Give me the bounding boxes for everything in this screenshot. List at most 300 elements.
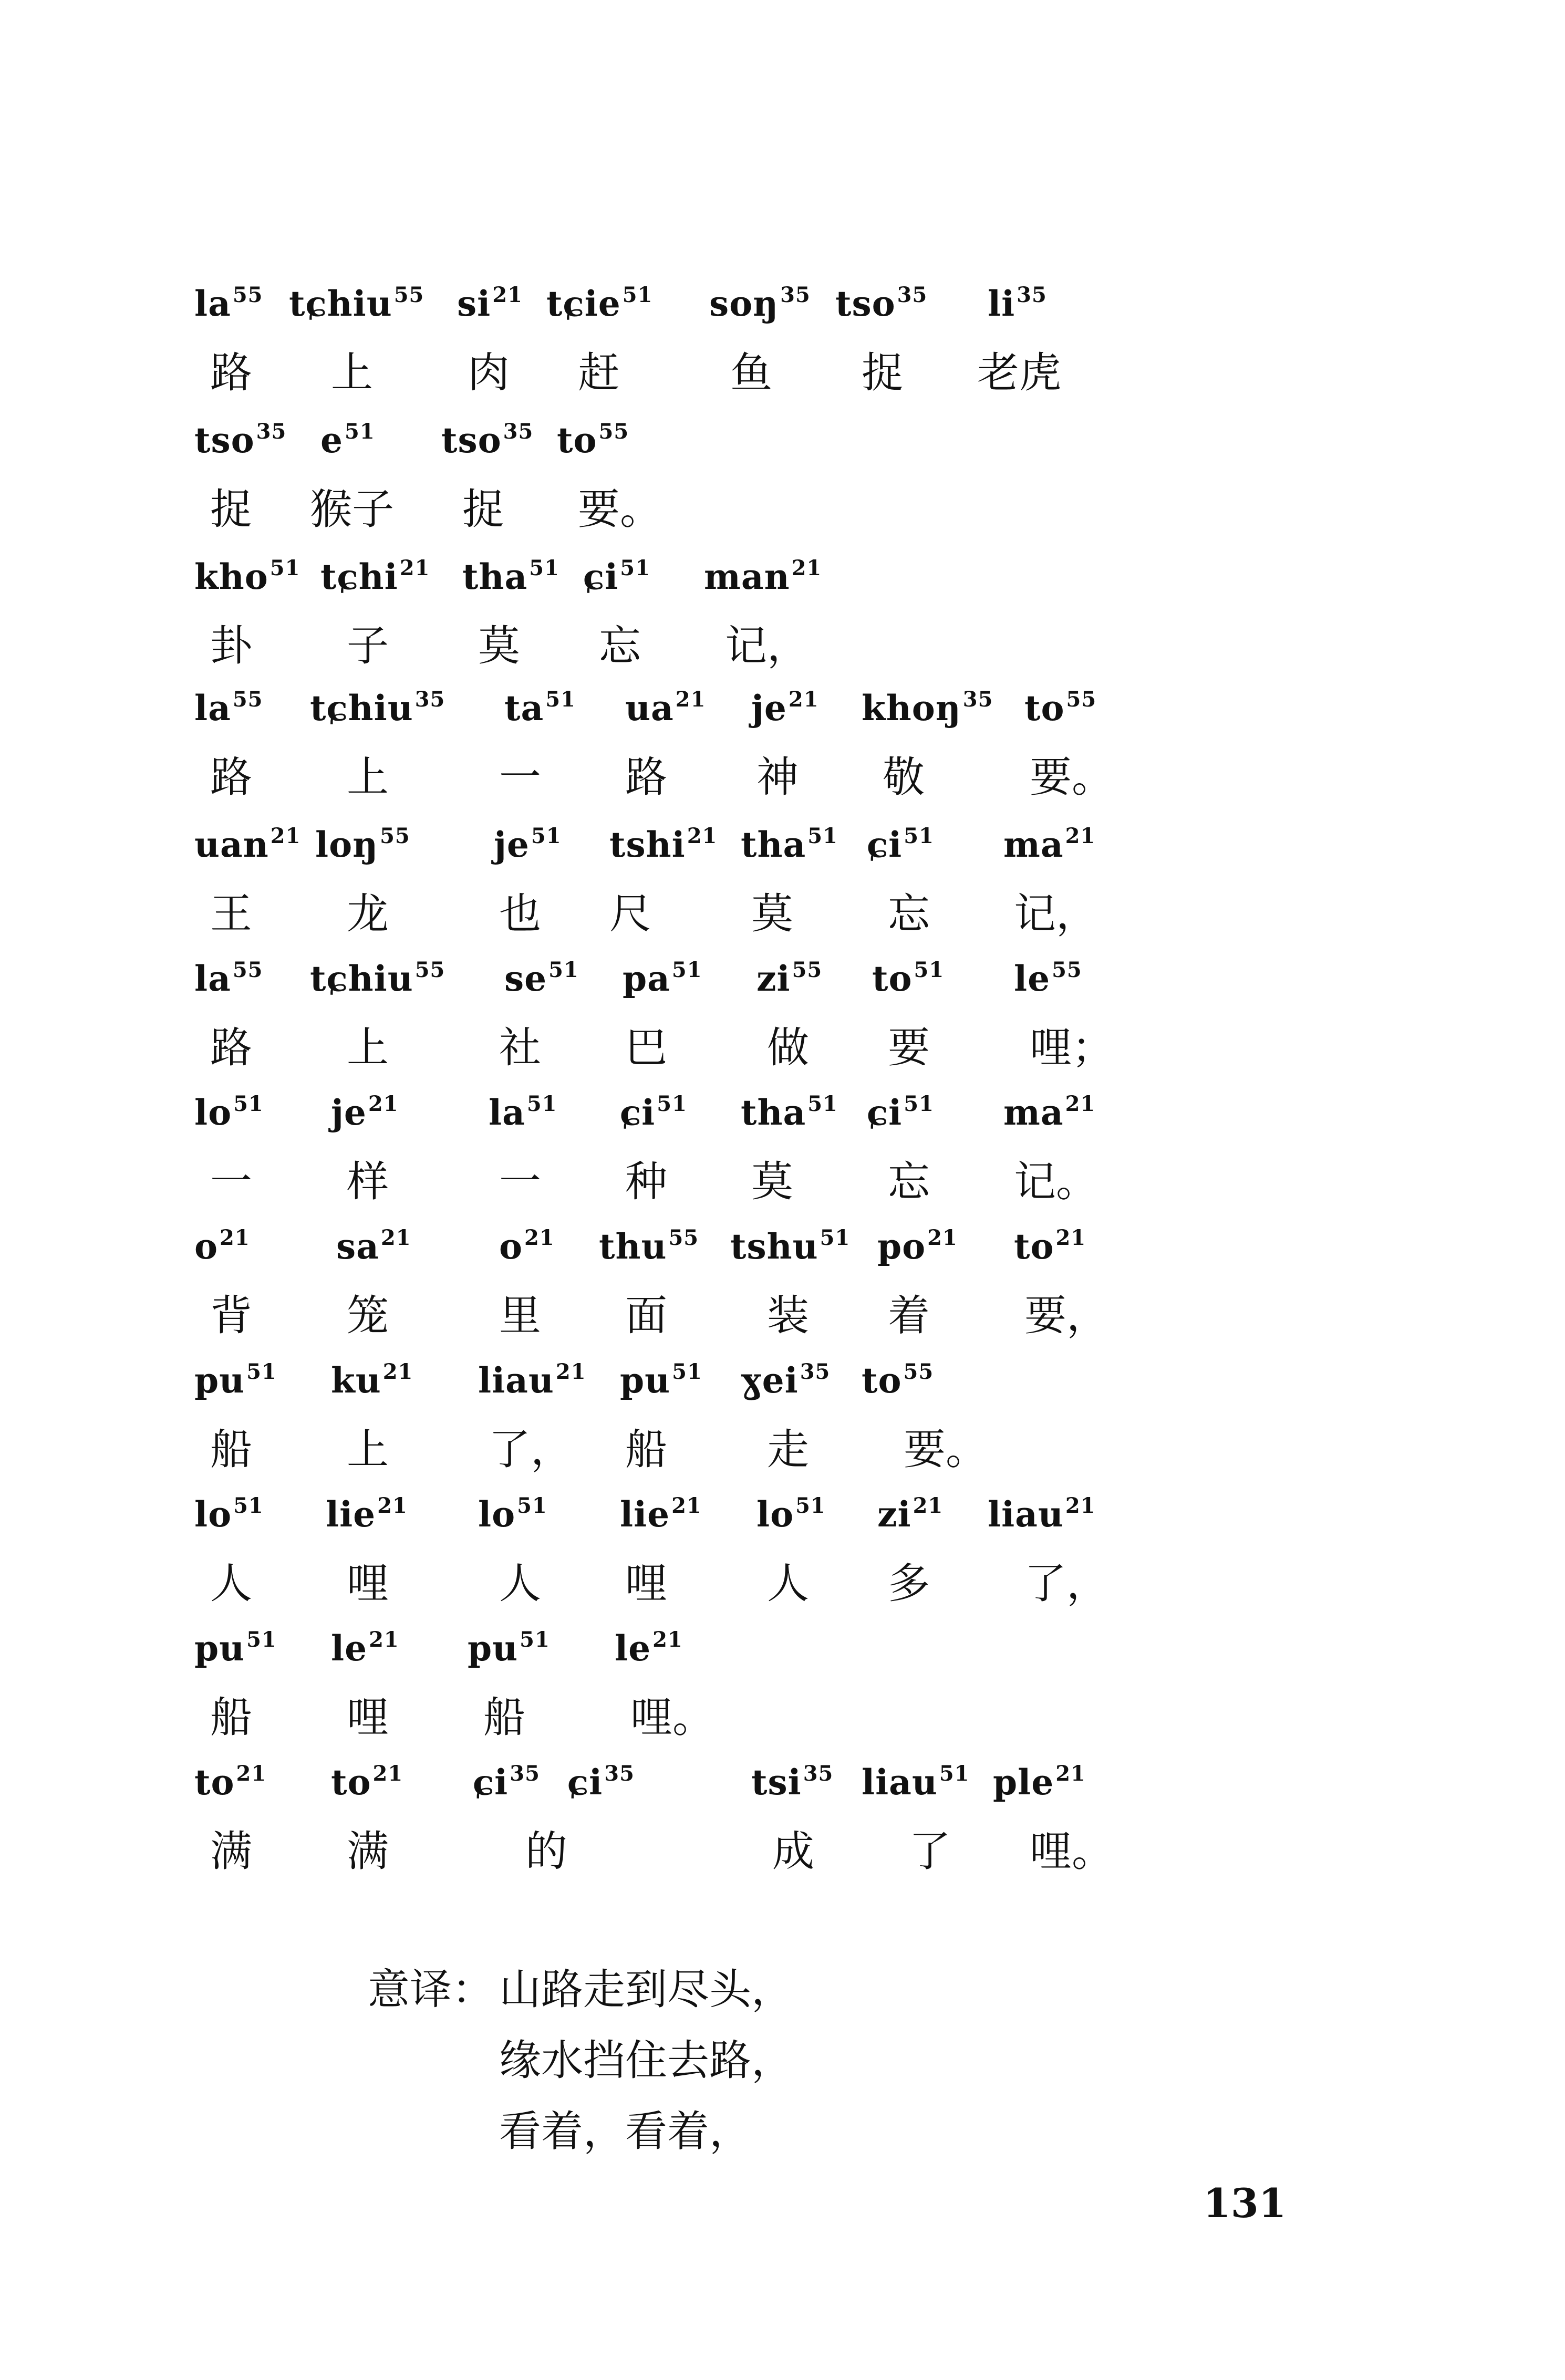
syllable-text: to xyxy=(194,1762,235,1803)
romanized-syllable xyxy=(756,1489,826,1545)
syllable-text: o xyxy=(499,1226,523,1267)
chinese-gloss-word: 路 xyxy=(625,753,667,802)
tone-number: 21 xyxy=(671,1493,702,1518)
tone-number: 35 xyxy=(803,1761,834,1786)
syllable-text: man xyxy=(704,556,790,597)
chinese-gloss-line xyxy=(0,888,1565,951)
romanization-line xyxy=(0,683,1565,746)
syllable-text: zi xyxy=(756,958,791,999)
chinese-gloss-word: 哩 xyxy=(347,1559,389,1608)
chinese-gloss-word: 一 xyxy=(499,1157,541,1206)
syllable-text: ua xyxy=(625,688,674,729)
tone-number: 55 xyxy=(232,687,263,712)
chinese-gloss-word: 哩； xyxy=(1030,1023,1114,1072)
romanized-syllable xyxy=(194,683,263,739)
tone-number: 21 xyxy=(368,1092,399,1116)
chinese-gloss-word: 子 xyxy=(347,621,389,670)
translation-label: 意译： xyxy=(368,1965,494,2014)
chinese-gloss-word: 人 xyxy=(767,1559,809,1608)
tone-number: 21 xyxy=(372,1761,403,1786)
chinese-gloss-word: 哩 xyxy=(625,1559,667,1608)
romanized-syllable xyxy=(331,1355,413,1411)
tone-number: 21 xyxy=(524,1225,555,1250)
syllable-text: ma xyxy=(1003,824,1064,865)
tone-number: 51 xyxy=(904,824,934,848)
tone-number: 55 xyxy=(668,1225,699,1250)
syllable-text: la xyxy=(194,283,231,324)
romanized-syllable xyxy=(441,415,533,471)
syllable-text: to xyxy=(862,1360,902,1401)
tone-number: 21 xyxy=(220,1225,250,1250)
romanization-line xyxy=(0,278,1565,341)
romanized-syllable xyxy=(751,683,819,739)
romanization-line xyxy=(0,415,1565,478)
chinese-gloss-word: 神 xyxy=(756,753,799,802)
tone-number: 55 xyxy=(232,283,263,307)
tone-number: 51 xyxy=(672,1359,702,1384)
chinese-gloss-line xyxy=(0,620,1565,683)
tone-number: 51 xyxy=(795,1493,826,1518)
syllable-text: la xyxy=(194,688,231,729)
chinese-gloss-word: 肉 xyxy=(468,348,510,397)
chinese-gloss-word: 要。 xyxy=(1030,753,1114,802)
romanized-syllable xyxy=(478,1355,586,1411)
chinese-gloss-word: 样 xyxy=(347,1157,389,1206)
romanized-syllable xyxy=(331,1757,403,1813)
tone-number: 51 xyxy=(657,1092,687,1116)
syllable-text: khoŋ xyxy=(862,688,961,729)
syllable-text: zi xyxy=(877,1494,911,1535)
syllable-text: pu xyxy=(194,1360,245,1401)
tone-number: 51 xyxy=(820,1225,851,1250)
tone-number: 21 xyxy=(382,1359,413,1384)
syllable-text: ɣei xyxy=(741,1360,799,1401)
tone-number: 51 xyxy=(270,556,300,580)
romanized-syllable xyxy=(867,819,934,875)
tone-number: 51 xyxy=(548,958,579,982)
romanized-syllable xyxy=(194,1355,277,1411)
tone-number: 21 xyxy=(675,687,706,712)
syllable-text: pu xyxy=(620,1360,671,1401)
chinese-gloss-word: 船 xyxy=(210,1693,252,1742)
chinese-gloss-word: 了， xyxy=(1024,1559,1108,1608)
tone-number: 51 xyxy=(939,1761,970,1786)
chinese-gloss-word: 忘 xyxy=(888,1157,930,1206)
romanized-syllable xyxy=(289,278,424,334)
chinese-gloss-word: 面 xyxy=(625,1291,667,1340)
chinese-gloss-line xyxy=(0,1557,1565,1620)
chinese-gloss-word: 了， xyxy=(489,1425,573,1474)
tone-number: 21 xyxy=(1065,1493,1096,1518)
chinese-gloss-word: 尺 xyxy=(609,889,651,938)
tone-number: 35 xyxy=(510,1761,540,1786)
syllable-text: tha xyxy=(741,1092,806,1133)
romanized-syllable xyxy=(583,552,650,607)
romanized-syllable xyxy=(877,1221,958,1277)
romanized-syllable xyxy=(1003,819,1095,875)
chinese-gloss-word: 哩。 xyxy=(630,1693,714,1742)
romanized-syllable xyxy=(310,953,445,1009)
chinese-gloss-word: 多 xyxy=(888,1559,930,1608)
syllable-text: tɕie xyxy=(546,283,621,324)
romanized-syllable xyxy=(741,819,838,875)
tone-number: 55 xyxy=(380,824,410,848)
romanized-syllable xyxy=(478,1489,547,1545)
syllable-text: tso xyxy=(441,420,502,461)
chinese-gloss-word: 莫 xyxy=(751,1157,793,1206)
romanized-syllable xyxy=(741,1087,838,1143)
chinese-gloss-word: 上 xyxy=(331,348,373,397)
romanized-syllable xyxy=(835,278,927,334)
tone-number: 51 xyxy=(671,958,702,982)
romanized-syllable xyxy=(310,683,445,739)
chinese-gloss-word: 哩。 xyxy=(1030,1827,1114,1876)
tone-number: 21 xyxy=(399,556,430,580)
tone-number: 35 xyxy=(800,1359,831,1384)
romanized-syllable xyxy=(457,278,523,334)
translation-line: 山路走到尽头， xyxy=(499,1965,793,2014)
chinese-gloss-word: 忘 xyxy=(888,889,930,938)
chinese-gloss-word: 记， xyxy=(725,621,809,670)
romanized-syllable xyxy=(1024,683,1096,739)
translation-line: 看着，看着， xyxy=(499,2107,751,2156)
syllable-text: to xyxy=(1014,1226,1054,1267)
tone-number: 51 xyxy=(520,1627,550,1652)
syllable-text: tha xyxy=(462,556,528,597)
syllable-text: pu xyxy=(468,1628,519,1669)
romanized-syllable xyxy=(194,1623,277,1679)
tone-number: 51 xyxy=(622,283,653,307)
romanization-line xyxy=(0,1355,1565,1418)
romanized-syllable xyxy=(862,1355,934,1411)
syllable-text: lie xyxy=(326,1494,376,1535)
tone-number: 51 xyxy=(246,1359,277,1384)
chinese-gloss-word: 的 xyxy=(525,1827,567,1876)
chinese-gloss-word: 装 xyxy=(767,1291,809,1340)
romanized-syllable xyxy=(877,1489,943,1545)
romanized-syllable xyxy=(315,819,410,875)
chinese-gloss-line xyxy=(0,1156,1565,1219)
romanization-line xyxy=(0,1757,1565,1820)
tone-number: 21 xyxy=(492,283,523,307)
tone-number: 51 xyxy=(345,419,375,444)
romanized-syllable xyxy=(546,278,652,334)
chinese-gloss-word: 敬 xyxy=(883,753,925,802)
chinese-gloss-word: 种 xyxy=(625,1157,667,1206)
romanized-syllable xyxy=(194,552,300,607)
romanized-syllable xyxy=(623,953,702,1009)
syllable-text: tsi xyxy=(751,1762,802,1803)
tone-number: 21 xyxy=(788,687,819,712)
chinese-gloss-word: 赶 xyxy=(578,348,620,397)
tone-number: 51 xyxy=(517,1493,547,1518)
syllable-text: kho xyxy=(194,556,268,597)
chinese-gloss-line xyxy=(0,1022,1565,1085)
syllable-text: ma xyxy=(1003,1092,1064,1133)
chinese-gloss-word: 社 xyxy=(499,1023,541,1072)
tone-number: 21 xyxy=(687,824,718,848)
chinese-gloss-word: 鱼 xyxy=(730,348,772,397)
translation-block xyxy=(368,1954,793,2167)
chinese-gloss-line xyxy=(0,1691,1565,1754)
romanized-syllable xyxy=(567,1757,635,1813)
tone-number: 51 xyxy=(531,824,562,848)
tone-number: 55 xyxy=(792,958,823,982)
syllable-text: le xyxy=(331,1628,368,1669)
syllable-text: ɕi xyxy=(583,556,619,597)
syllable-text: tha xyxy=(741,824,806,865)
romanized-syllable xyxy=(609,819,717,875)
tone-number: 51 xyxy=(620,556,650,580)
syllable-text: ɕi xyxy=(867,824,903,865)
chinese-gloss-word: 上 xyxy=(347,1023,389,1072)
syllable-text: ɕi xyxy=(473,1762,509,1803)
romanized-syllable xyxy=(557,415,629,471)
romanization-line xyxy=(0,552,1565,615)
romanization-line xyxy=(0,1489,1565,1552)
chinese-gloss-word: 忘 xyxy=(599,621,641,670)
romanized-syllable xyxy=(872,953,944,1009)
syllable-text: to xyxy=(1024,688,1065,729)
chinese-gloss-word: 哩 xyxy=(347,1693,389,1742)
syllable-text: lo xyxy=(756,1494,794,1535)
tone-number: 51 xyxy=(233,1493,264,1518)
chinese-gloss-word: 一 xyxy=(210,1157,252,1206)
chinese-gloss-line xyxy=(0,1423,1565,1487)
tone-number: 55 xyxy=(598,419,629,444)
romanized-syllable xyxy=(462,552,559,607)
romanized-syllable xyxy=(336,1221,411,1277)
romanized-syllable xyxy=(473,1757,540,1813)
syllable-text: je xyxy=(751,688,787,729)
chinese-gloss-word: 背 xyxy=(210,1291,252,1340)
chinese-gloss-word: 人 xyxy=(210,1559,252,1608)
chinese-gloss-word: 人 xyxy=(499,1559,541,1608)
romanized-syllable xyxy=(741,1355,830,1411)
syllable-text: ɕi xyxy=(867,1092,903,1133)
romanized-syllable xyxy=(1003,1087,1095,1143)
chinese-gloss-word: 着 xyxy=(888,1291,930,1340)
romanized-syllable xyxy=(862,1757,970,1813)
chinese-gloss-word: 老虎 xyxy=(977,348,1061,397)
romanized-syllable xyxy=(194,819,300,875)
syllable-text: uan xyxy=(194,824,269,865)
syllable-text: li xyxy=(988,283,1015,324)
syllable-text: ple xyxy=(993,1762,1054,1803)
tone-number: 21 xyxy=(369,1627,399,1652)
translation-row xyxy=(368,1954,793,2025)
chinese-gloss-line xyxy=(0,347,1565,410)
syllable-text: o xyxy=(194,1226,219,1267)
tone-number: 55 xyxy=(903,1359,934,1384)
romanized-syllable xyxy=(993,1757,1086,1813)
chinese-gloss-word: 猴子 xyxy=(310,485,394,534)
syllable-text: je xyxy=(331,1092,367,1133)
romanized-syllable xyxy=(489,1087,557,1143)
chinese-gloss-word: 路 xyxy=(210,348,252,397)
romanized-syllable xyxy=(620,1087,687,1143)
tone-number: 35 xyxy=(414,687,445,712)
tone-number: 21 xyxy=(652,1627,683,1652)
syllable-text: ku xyxy=(331,1360,381,1401)
romanized-syllable xyxy=(862,683,993,739)
romanized-syllable xyxy=(751,1757,833,1813)
romanized-syllable xyxy=(194,278,263,334)
tone-number: 35 xyxy=(604,1761,635,1786)
chinese-gloss-word: 做 xyxy=(767,1023,809,1072)
syllable-text: liau xyxy=(478,1360,554,1401)
chinese-gloss-word: 船 xyxy=(625,1425,667,1474)
chinese-gloss-word: 路 xyxy=(210,1023,252,1072)
chinese-gloss-word: 莫 xyxy=(751,889,793,938)
syllable-text: ta xyxy=(504,688,544,729)
tone-number: 35 xyxy=(503,419,534,444)
chinese-gloss-word: 一 xyxy=(499,753,541,802)
chinese-gloss-word: 也 xyxy=(499,889,541,938)
syllable-text: sa xyxy=(336,1226,379,1267)
chinese-gloss-word: 上 xyxy=(347,1425,389,1474)
tone-number: 51 xyxy=(904,1092,934,1116)
tone-number: 21 xyxy=(377,1493,408,1518)
tone-number: 51 xyxy=(526,1092,557,1116)
syllable-text: si xyxy=(457,283,491,324)
syllable-text: la xyxy=(489,1092,525,1133)
syllable-text: soŋ xyxy=(709,283,779,324)
syllable-text: le xyxy=(615,1628,651,1669)
tone-number: 55 xyxy=(1052,958,1082,982)
syllable-text: to xyxy=(872,958,913,999)
chinese-gloss-word: 要 xyxy=(888,1023,930,1072)
romanized-syllable xyxy=(504,953,579,1009)
tone-number: 51 xyxy=(233,1092,264,1116)
syllable-text: ɕi xyxy=(567,1762,603,1803)
romanized-syllable xyxy=(756,953,822,1009)
syllable-text: lie xyxy=(620,1494,670,1535)
page-number: 131 xyxy=(1203,2180,1287,2227)
romanized-syllable xyxy=(1014,953,1082,1009)
chinese-gloss-word: 里 xyxy=(499,1291,541,1340)
romanized-syllable xyxy=(194,415,286,471)
tone-number: 21 xyxy=(1055,1761,1086,1786)
syllable-text: tɕhiu xyxy=(289,283,392,324)
romanized-syllable xyxy=(194,1489,264,1545)
romanized-syllable xyxy=(194,1221,250,1277)
tone-number: 35 xyxy=(897,283,928,307)
chinese-gloss-word: 要， xyxy=(1024,1291,1108,1340)
syllable-text: je xyxy=(494,824,530,865)
chinese-gloss-word: 满 xyxy=(210,1827,252,1876)
syllable-text: lo xyxy=(194,1494,232,1535)
tone-number: 55 xyxy=(232,958,263,982)
tone-number: 21 xyxy=(236,1761,267,1786)
romanized-syllable xyxy=(194,1087,264,1143)
chinese-gloss-word: 船 xyxy=(210,1425,252,1474)
romanization-line xyxy=(0,953,1565,1016)
romanized-syllable xyxy=(504,683,576,739)
tone-number: 51 xyxy=(914,958,945,982)
chinese-gloss-word: 龙 xyxy=(347,889,389,938)
tone-number: 35 xyxy=(256,419,287,444)
romanized-syllable xyxy=(326,1489,408,1545)
syllable-text: se xyxy=(504,958,547,999)
tone-number: 51 xyxy=(529,556,559,580)
chinese-gloss-word: 走 xyxy=(767,1425,809,1474)
romanized-syllable xyxy=(494,819,562,875)
chinese-gloss-word: 成 xyxy=(772,1827,814,1876)
tone-number: 35 xyxy=(780,283,811,307)
romanized-syllable xyxy=(709,278,811,334)
romanization-line xyxy=(0,1221,1565,1284)
chinese-gloss-line xyxy=(0,751,1565,814)
romanized-syllable xyxy=(730,1221,850,1277)
chinese-gloss-word: 卦 xyxy=(210,621,252,670)
syllable-text: liau xyxy=(862,1762,938,1803)
tone-number: 55 xyxy=(393,283,424,307)
tone-number: 21 xyxy=(791,556,822,580)
syllable-text: pa xyxy=(623,958,670,999)
chinese-gloss-word: 记， xyxy=(1014,889,1098,938)
romanized-syllable xyxy=(194,1757,266,1813)
syllable-text: lo xyxy=(194,1092,232,1133)
chinese-gloss-line xyxy=(0,483,1565,546)
syllable-text: pu xyxy=(194,1628,245,1669)
tone-number: 21 xyxy=(1055,1225,1086,1250)
romanized-syllable xyxy=(320,415,375,471)
syllable-text: tshi xyxy=(609,824,686,865)
romanized-syllable xyxy=(468,1623,550,1679)
romanized-syllable xyxy=(331,1623,399,1679)
chinese-gloss-word: 要。 xyxy=(578,485,662,534)
chinese-gloss-word: 捉 xyxy=(462,485,504,534)
romanized-syllable xyxy=(499,1221,555,1277)
syllable-text: le xyxy=(1014,958,1051,999)
chinese-gloss-word: 巴 xyxy=(625,1023,667,1072)
translation-line: 缘水挡住去路， xyxy=(499,2036,793,2085)
translation-row xyxy=(368,2025,793,2096)
syllable-text: tɕhi xyxy=(320,556,398,597)
tone-number: 21 xyxy=(555,1359,586,1384)
romanized-syllable xyxy=(599,1221,699,1277)
romanized-syllable xyxy=(615,1623,683,1679)
chinese-gloss-word: 船 xyxy=(483,1693,525,1742)
romanized-syllable xyxy=(988,1489,1096,1545)
chinese-gloss-word: 莫 xyxy=(478,621,520,670)
romanized-syllable xyxy=(867,1087,934,1143)
syllable-text: thu xyxy=(599,1226,667,1267)
tone-number: 21 xyxy=(1065,1092,1096,1116)
chinese-gloss-word: 要。 xyxy=(904,1425,988,1474)
chinese-gloss-word: 路 xyxy=(210,753,252,802)
tone-number: 21 xyxy=(380,1225,411,1250)
tone-number: 21 xyxy=(270,824,301,848)
tone-number: 55 xyxy=(414,958,445,982)
chinese-gloss-word: 记。 xyxy=(1014,1157,1098,1206)
syllable-text: to xyxy=(557,420,597,461)
tone-number: 21 xyxy=(1065,824,1096,848)
romanized-syllable xyxy=(620,1489,702,1545)
syllable-text: to xyxy=(331,1762,371,1803)
chinese-gloss-word: 了 xyxy=(909,1827,951,1876)
syllable-text: lo xyxy=(478,1494,516,1535)
tone-number: 35 xyxy=(1017,283,1047,307)
romanized-syllable xyxy=(625,683,706,739)
tone-number: 51 xyxy=(807,824,838,848)
syllable-text: ɕi xyxy=(620,1092,656,1133)
romanized-syllable xyxy=(704,552,822,607)
syllable-text: tɕhiu xyxy=(310,688,413,729)
chinese-gloss-line xyxy=(0,1825,1565,1888)
syllable-text: liau xyxy=(988,1494,1064,1535)
